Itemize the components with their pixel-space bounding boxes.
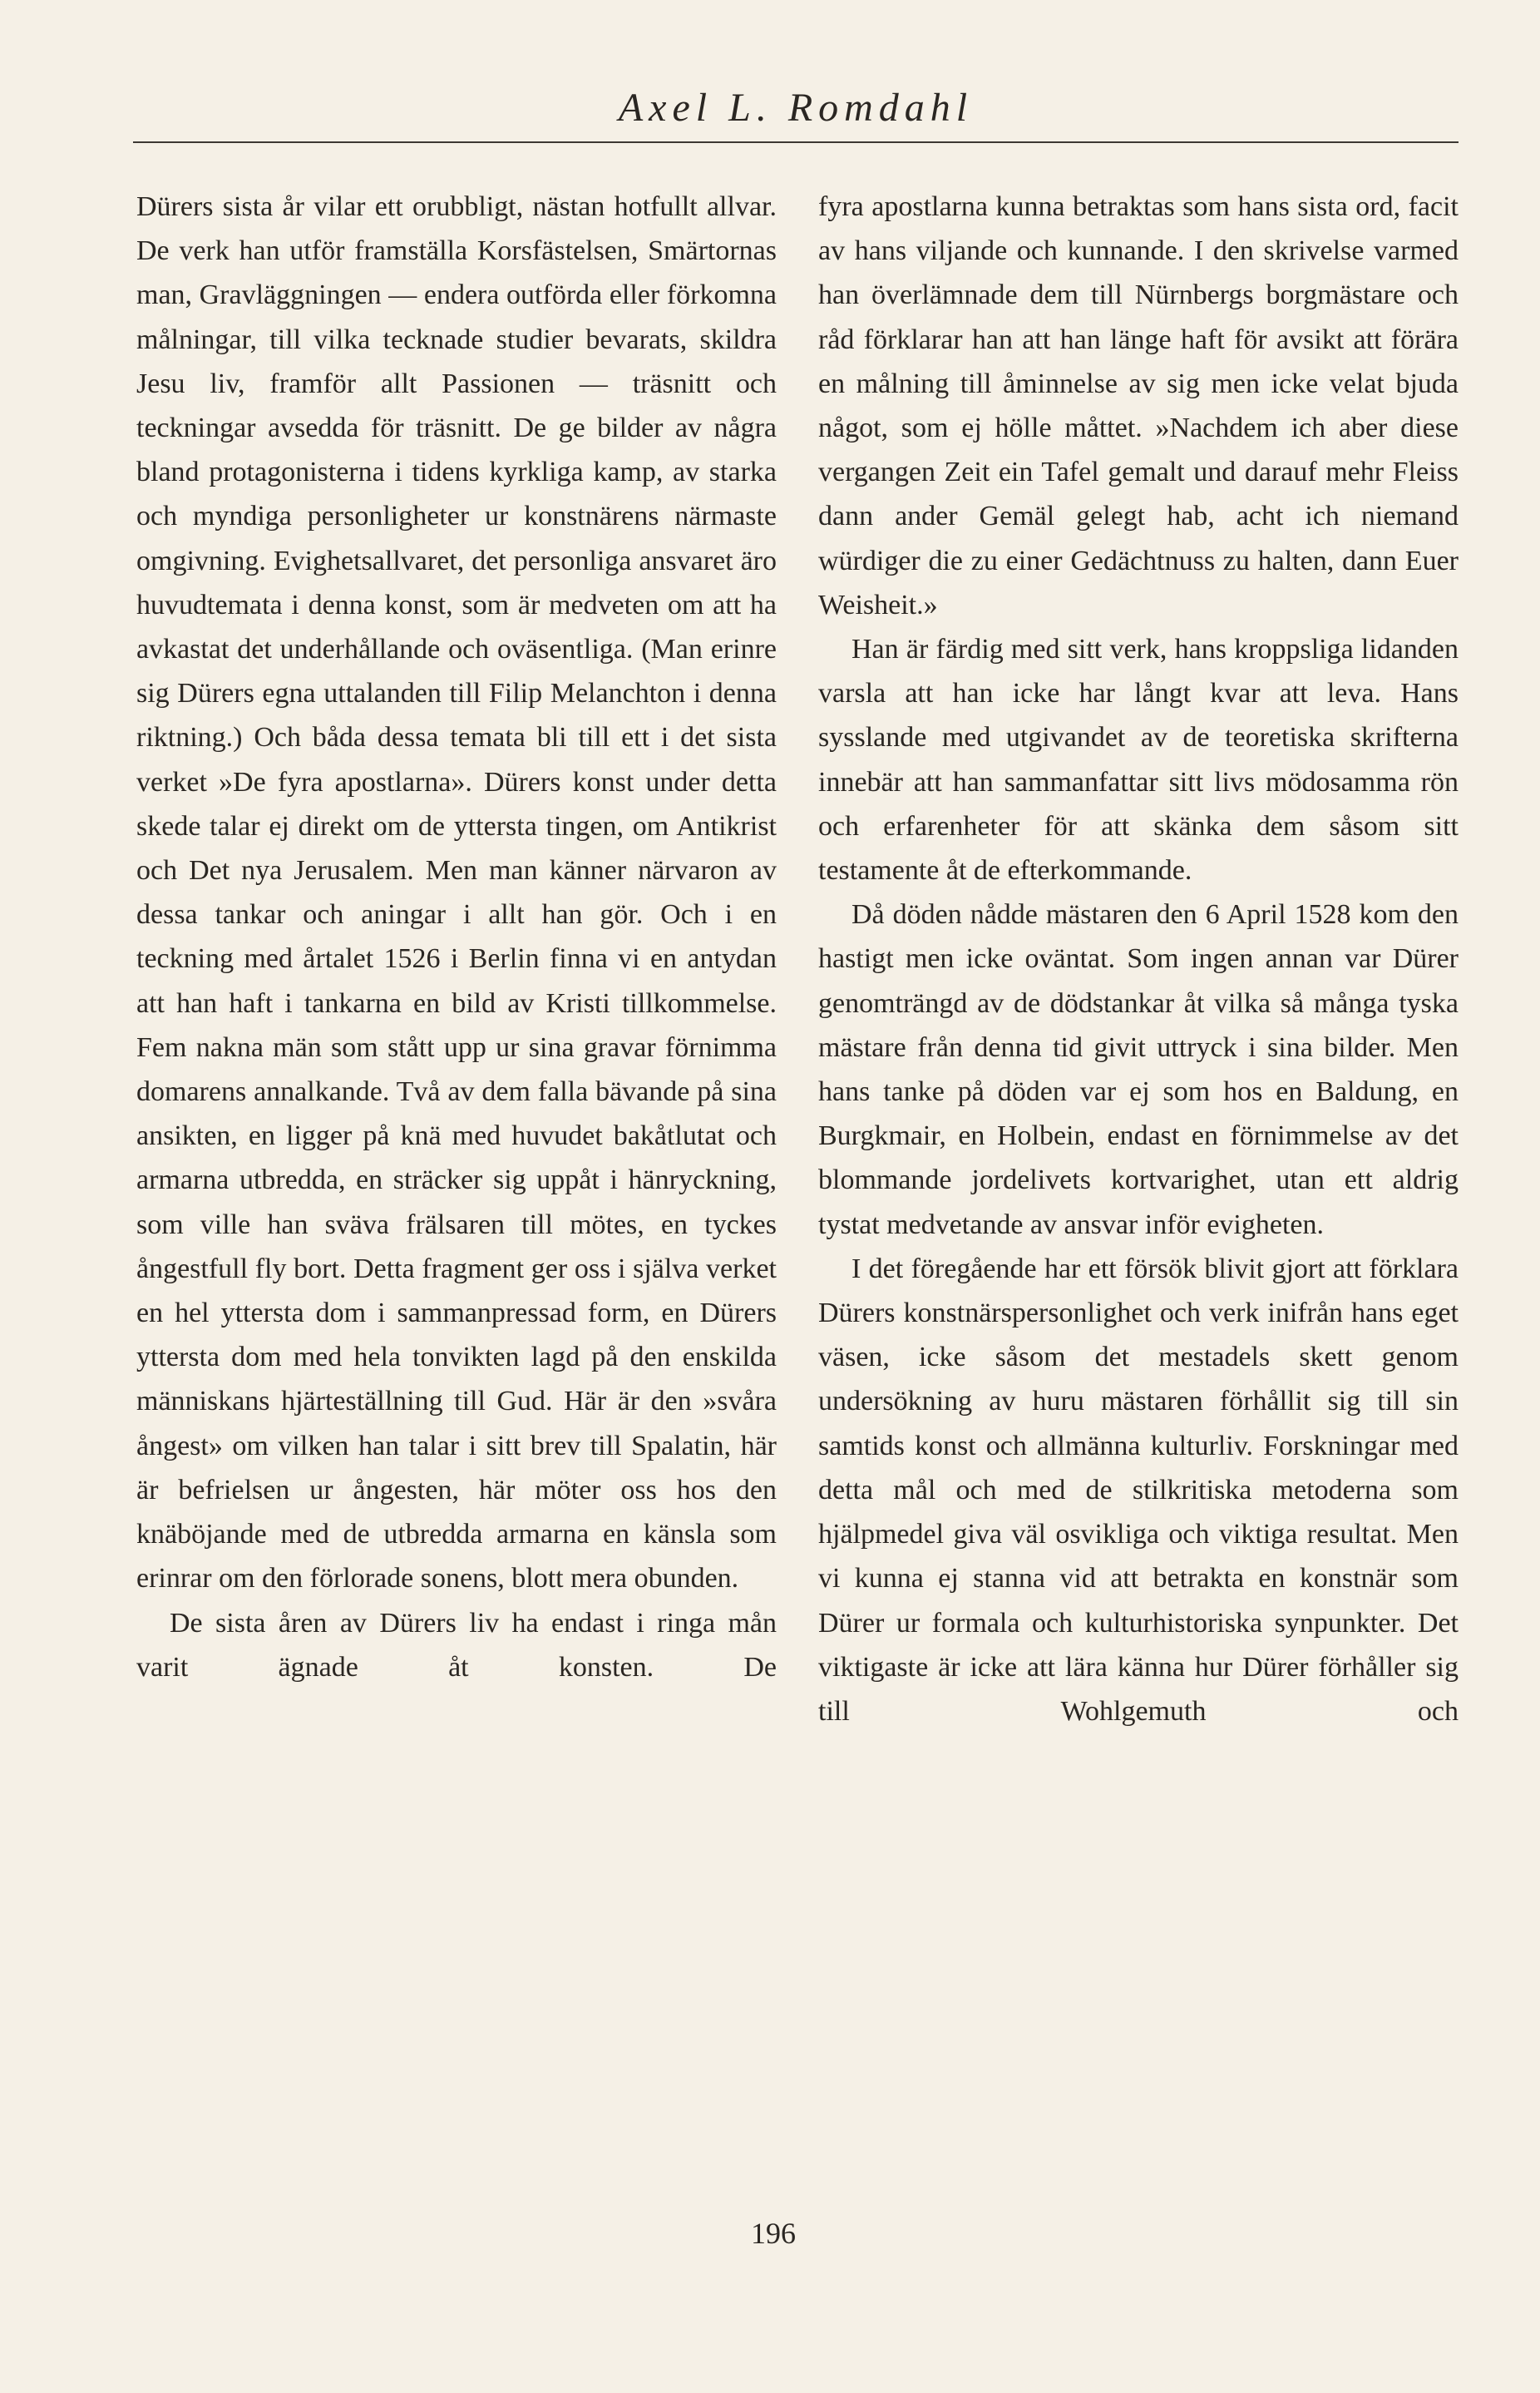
paragraph: Han är färdig med sitt verk, hans kroppsliga lidanden varsla att han icke har långt kvar att leva. Hans sysslande med utgivandet av de teoretiska skrifterna innebär att han sammanfattar sitt livs mödosamma rön och erfarenheter för att skänka dem såsom sitt testamente åt de efterkommande. [818,634,1459,887]
paragraph: Dürers sista år vilar ett orubbligt, nästan hotfullt allvar. De verk han utför framställa Korsfästelsen, Smärtornas man, Gravläggningen — endera outförda eller förkomna målningar, till vilka tecknade studier bevarats, skildra Jesu liv, framför allt Passionen — träsnitt och teckningar avsedda för träsnitt. De ge bilder av några bland protagonisterna i tidens kyrkliga kamp, av starka och myndiga personligheter ur konstnärens närmaste omgivning. Evighetsallvaret, det personliga ansvaret äro huvudtemata i denna konst, som är medveten om att ha avkastat det underhållande och oväsentliga. (Man erinre sig Dürers egna uttalanden till Filip Melanchton i denna riktning.) Och båda dessa temata bli till ett i det sista verket »De fyra apostlarna». Dürers konst under detta skede talar ej direkt om de yttersta tingen, om Antikrist och Det nya Jerusalem. Men man känner närvaron av dessa tankar och aningar i allt han gör. Och i en teckning med årtalet 1526 i Berlin finna vi en antydan att han haft i tankarna en bild av Kristi tillkommelse. Fem nakna män som stått upp ur sina gravar förnimma domarens annalkande. Två av dem falla bävande på sina ansikten, en ligger på knä med huvudet bakåtlutat och armarna utbredda, en sträcker sig uppåt i hänryckning, som ville han sväva frälsaren till mötes, en tyckes ångestfull fly bort. Detta fragment ger oss i själva verket en hel yttersta dom i sammanpressad form, en Dürers yttersta dom med hela tonvikten lagd på den enskilda människans hjärteställning till Gud. Här är den »svåra ångest» om vilken han talar i sitt brev till Spalatin, här är befrielsen ur ångesten, här möter oss hos den knäböjande med de utbredda armarna en känsla som erinrar om den förlorade sonens, blott mera obunden. [136,191,777,1595]
paragraph: Då döden nådde mästaren den 6 April 1528 kom den hastigt men icke oväntat. Som ingen annan var Dürer genomträngd av de dödstankar åt vilka så många tyska mästare från denna tid givit uttryck i sina bilder. Men hans tanke på döden var ej som hos en Baldung, en Burgkmair, en Holbein, endast en förnimmelse av det blommande jordelivets kortvarighet, utan ett aldrig tystat medvetande av ansvar inför evigheten. [818,899,1459,1240]
right-column [818,185,1459,1733]
header-rule [133,141,1459,143]
left-column [136,185,777,1689]
page-number: 196 [751,2217,796,2250]
running-head: Axel L. Romdahl [618,86,974,130]
paragraph: De sista åren av Dürers liv ha endast i ringa mån varit ägnade åt konsten. De [136,1607,777,1683]
paragraph: I det föregående har ett försök blivit gjort att förklara Dürers konstnärspersonlighet och verk inifrån hans eget väsen, icke såsom det mestadels skett genom undersökning av huru mästaren förhållit sig till sin samtids konst och allmänna kulturliv. Forskningar med detta mål och med de stilkritiska metoderna som hjälpmedel giva väl osvikliga och viktiga resultat. Men vi kunna ej stanna vid att betrakta en konstnär som Dürer ur formala och kulturhistoriska synpunkter. Det viktigaste är icke att lära känna hur Dürer förhåller sig till Wohlgemuth och [818,1253,1459,1727]
paragraph: fyra apostlarna kunna betraktas som hans sista ord, facit av hans viljande och kunnande. I den skrivelse varmed han överlämnade dem till Nürnbergs borgmästare och råd förklarar han att han länge haft för avsikt att förära en målning till åminnelse av sig men icke velat bjuda något, som ej hölle måttet. »Nachdem ich aber diese vergangen Zeit ein Tafel gemalt und darauf mehr Fleiss dann ander Gemäl gelegt hab, acht ich niemand würdiger die zu einer Gedächtnuss zu halten, dann Euer Weisheit.» [818,191,1459,620]
